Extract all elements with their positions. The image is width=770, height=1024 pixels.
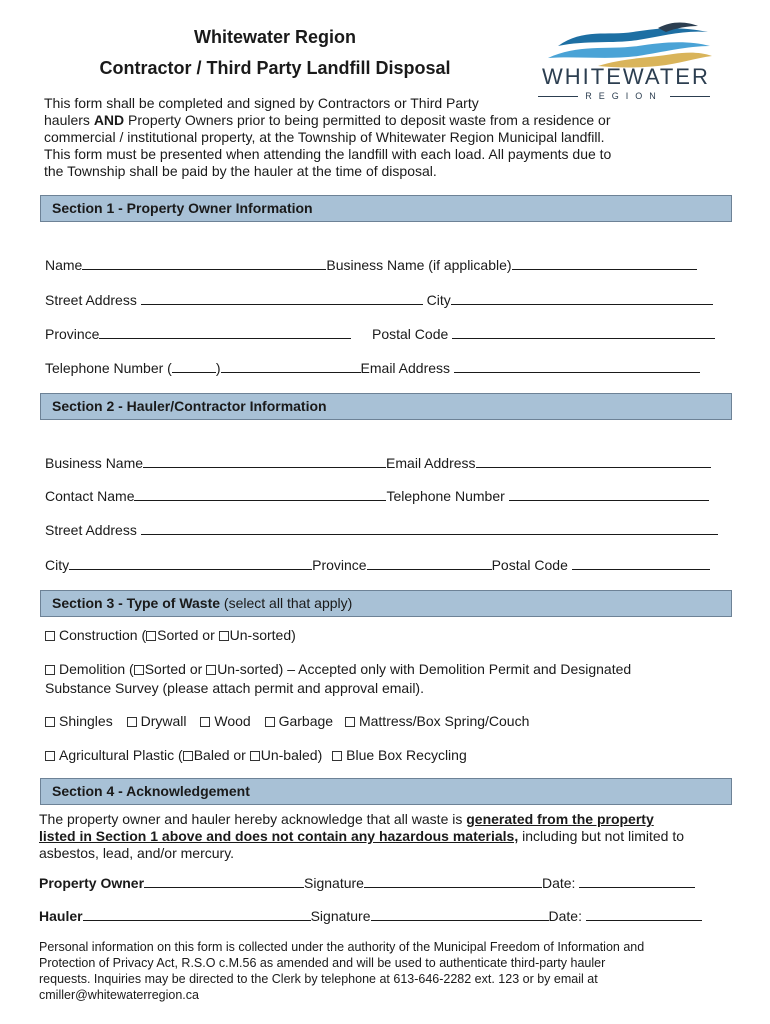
form-title-line1: Whitewater Region — [193, 27, 356, 47]
intro-paragraph: This form shall be completed and signed by Contractors or Third Party haulers AND Property Owners prior to being permitted to deposit waste from a residence or commercial / institutional property, at the Township of Whitewater Region Municipal landfill. This form must be presented when attending the landfill with each load. All payments due to the Township shall be paid by the hauler at the time of disposal. — [44, 95, 612, 179]
hauler-signature-field[interactable] — [371, 906, 549, 921]
form-title-line2: Contractor / Third Party Landfill Disposal — [99, 58, 451, 78]
construction-unsorted-checkbox[interactable] — [219, 631, 229, 641]
section2-header: Section 2 - Hauler/Contractor Information — [40, 393, 732, 420]
hauler-email-field[interactable] — [476, 453, 711, 468]
hauler-address-row: Street Address — [45, 520, 718, 538]
logo-subtext: REGION — [585, 91, 663, 101]
hauler-phone-field[interactable] — [509, 486, 709, 501]
section3-header: Section 3 - Type of Waste (select all that apply) — [40, 590, 732, 617]
owner-province-field[interactable] — [99, 324, 351, 339]
section1-header: Section 1 - Property Owner Information — [40, 195, 732, 222]
agri-baled-checkbox[interactable] — [183, 751, 193, 761]
owner-name-row: Name Business Name (if applicable) — [45, 255, 697, 273]
waste-agri-row: Agricultural Plastic ( Baled or Un-baled) Blue Box Recycling — [45, 747, 467, 763]
owner-area-code-field[interactable] — [172, 358, 216, 373]
owner-email-field[interactable] — [454, 358, 700, 373]
hauler-postal-field[interactable] — [572, 555, 710, 570]
logo-text: WHITEWATER — [542, 64, 710, 89]
hauler-contact-field[interactable] — [134, 486, 386, 501]
drywall-checkbox[interactable] — [127, 717, 137, 727]
demolition-unsorted-checkbox[interactable] — [206, 665, 216, 675]
shingles-checkbox[interactable] — [45, 717, 55, 727]
hauler-city-field[interactable] — [69, 555, 312, 570]
waste-misc-row: Shingles Drywall Wood Garbage Mattress/Box Spring/Couch — [45, 713, 529, 729]
clerk-email-link[interactable]: cmiller@whitewaterregion.ca — [39, 988, 199, 1002]
construction-checkbox[interactable] — [45, 631, 55, 641]
owner-signature-field[interactable] — [364, 873, 542, 888]
privacy-notice: Personal information on this form is collected under the authority of the Municipal Freedom of Information and Protection of Privacy Act, R.S.O c.M.56 as amended and will be used to authenticate third-party hauler requests. Inquiries may be directed to the Clerk by telephone at 613-646-2282 ext. 123 or by email at cmiller@whitewaterregion.ca — [39, 940, 645, 1002]
demolition-checkbox[interactable] — [45, 665, 55, 675]
owner-postal-row: Postal Code — [372, 324, 715, 342]
owner-business-name-field[interactable] — [512, 255, 697, 270]
owner-name-field[interactable] — [82, 255, 326, 270]
hauler-city-row: City Province Postal Code — [45, 555, 710, 573]
wood-checkbox[interactable] — [200, 717, 210, 727]
hauler-business-field[interactable] — [143, 453, 386, 468]
owner-phone-field[interactable] — [221, 358, 361, 373]
owner-city-field[interactable] — [451, 290, 713, 305]
demolition-sorted-checkbox[interactable] — [134, 665, 144, 675]
bluebox-checkbox[interactable] — [332, 751, 342, 761]
owner-postal-field[interactable] — [452, 324, 715, 339]
hauler-signature-row: Hauler Signature Date: — [39, 906, 702, 924]
waste-construction-row: Construction ( Sorted or Un-sorted) — [45, 627, 296, 643]
agri-unbaled-checkbox[interactable] — [250, 751, 260, 761]
owner-date-field[interactable] — [579, 873, 695, 888]
acknowledgement-text: The property owner and hauler hereby acknowledge that all waste is generated from the property listed in Section 1 above and does not contain any hazardous materials, including but not limited to asbestos, lead, and/or mercury. — [39, 811, 684, 861]
owner-street-field[interactable] — [141, 290, 423, 305]
owner-print-name-field[interactable] — [144, 873, 304, 888]
hauler-street-field[interactable] — [141, 520, 718, 535]
hauler-contact-row: Contact Name Telephone Number — [45, 486, 709, 504]
demolition-note: Substance Survey (please attach permit and approval email). — [45, 680, 424, 696]
owner-signature-row: Property Owner Signature Date: — [39, 873, 695, 891]
hauler-date-field[interactable] — [586, 906, 702, 921]
hauler-business-row: Business Name Email Address — [45, 453, 711, 471]
section4-header: Section 4 - Acknowledgement — [40, 778, 732, 805]
garbage-checkbox[interactable] — [265, 717, 275, 727]
mattress-checkbox[interactable] — [345, 717, 355, 727]
owner-province-row: Province — [45, 324, 351, 342]
whitewater-logo — [538, 18, 718, 104]
owner-phone-row: Telephone Number ( ) Email Address — [45, 358, 700, 376]
construction-sorted-checkbox[interactable] — [146, 631, 156, 641]
hauler-province-field[interactable] — [367, 555, 492, 570]
waste-demolition-row: Demolition ( Sorted or Un-sorted) – Accepted only with Demolition Permit and Designated — [45, 661, 631, 677]
agri-plastic-checkbox[interactable] — [45, 751, 55, 761]
owner-address-row: Street Address City — [45, 290, 713, 308]
hauler-print-name-field[interactable] — [83, 906, 311, 921]
